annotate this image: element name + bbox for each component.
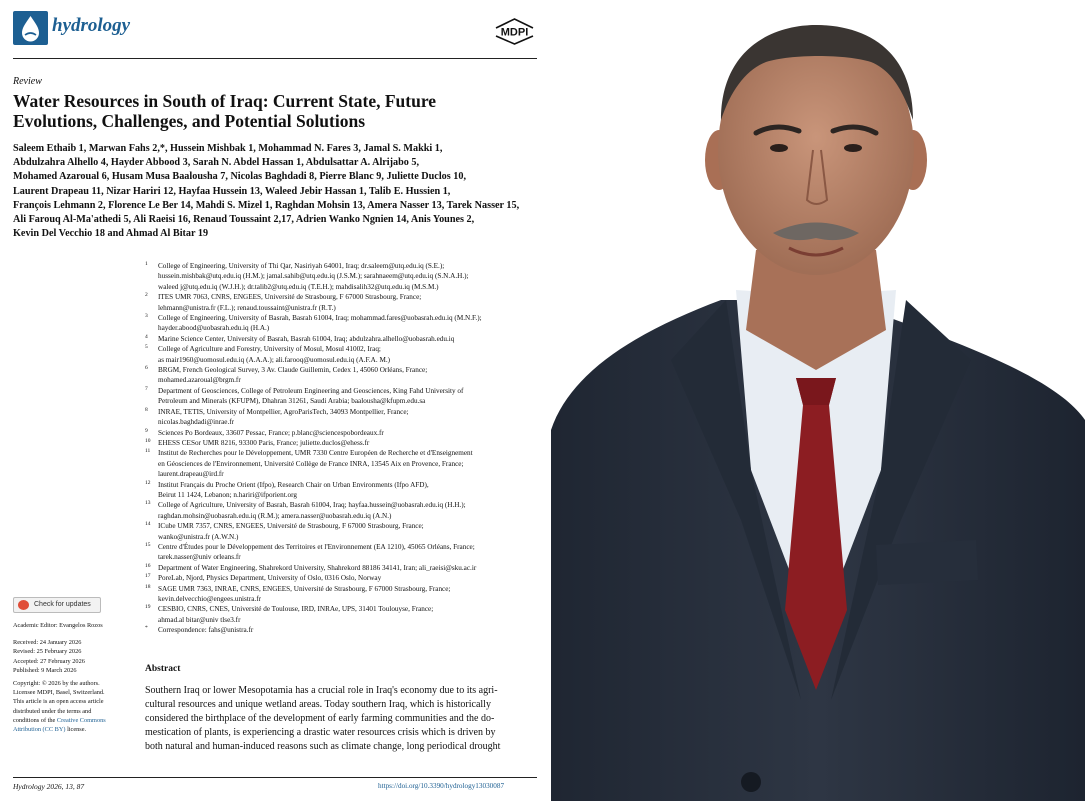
date-published: Published: 9 March 2026 <box>13 666 77 674</box>
article-type: Review <box>13 76 42 87</box>
affiliation-number: 4 <box>145 333 148 340</box>
license-line: Licensee MDPI, Basel, Switzerland. <box>13 689 105 697</box>
affiliation-number: 9 <box>145 427 148 434</box>
author-line: François Lehmann 2, Florence Le Ber 14, Mahdi S. Mizel 1, Raghdan Mohsin 13, Amera Nasser 13, Tarek Nasser 15, <box>13 199 520 211</box>
license-line <box>13 725 131 734</box>
author-line: Ali Farouq Al-Ma'athedi 5, Ali Raeisi 16, Renaud Toussaint 2,17, Adrien Wanko Ngnien 14, Anis Younes 2, <box>13 214 475 226</box>
affiliation-line: Sciences Po Bordeaux, 33607 Pessac, France; p.blanc@sciencespobordeaux.fr <box>158 428 384 437</box>
affiliation-line: Beirut 11 1424, Lebanon; n.hariri@ifporient.org <box>158 490 297 499</box>
author-line: Abdulzahra Alhello 4, Hayder Abbood 3, Sarah N. Abdel Hassan 1, Abdulsattar A. Alrijabo 5, <box>13 157 420 169</box>
right-eye <box>844 144 862 152</box>
check-updates-label: Check for updates <box>34 601 91 608</box>
affiliation-number: 16 <box>145 562 151 569</box>
affiliation-line: College of Agriculture and Forestry, University of Mosul, Mosul 41002, Iraq; <box>158 345 381 354</box>
affiliation-number: 2 <box>145 292 148 299</box>
header-divider <box>13 58 537 59</box>
affiliation-line: laurent.drapeau@ird.fr <box>158 470 224 479</box>
affiliation-item <box>145 386 545 407</box>
affiliation-number: 14 <box>145 521 151 528</box>
affiliation-item <box>145 521 545 542</box>
water-drop-icon <box>13 11 48 45</box>
affiliation-number: 8 <box>145 406 148 413</box>
cc-license-link[interactable]: Creative Commons <box>56 716 106 724</box>
breast-pocket <box>876 540 978 585</box>
cc-license-link[interactable]: Attribution (CC BY) <box>13 726 66 734</box>
affiliation-line: College of Agriculture, University of Basrah, Basrah 61004, Iraq; hayfaa.hussein@uobasrah.edu.iq (H.H.); <box>158 501 466 510</box>
affiliation-item <box>145 448 545 479</box>
affiliation-line: mohamed.azaroual@brgm.fr <box>158 376 241 385</box>
affiliation-number: 7 <box>145 385 148 392</box>
affiliation-number: 1 <box>145 261 148 267</box>
affiliation-item <box>145 292 545 313</box>
article-title <box>13 91 537 131</box>
author-list <box>13 142 541 241</box>
affiliation-number: 11 <box>145 448 151 455</box>
affiliation-line: ICube UMR 7357, CNRS, ENGEES, Université de Strasbourg, F 67000 Strasbourg, France; <box>158 522 424 531</box>
affiliation-item <box>145 604 545 625</box>
check-updates-icon <box>18 600 29 610</box>
affiliation-item <box>145 573 545 583</box>
affiliation-line: nicolas.baghdadi@inrae.fr <box>158 418 235 427</box>
left-eye <box>770 144 788 152</box>
footer-divider <box>13 777 537 778</box>
affiliation-line: BRGM, French Geological Survey, 3 Av. Claude Guillemin, Cedex 1, 45060 Orléans, France; <box>158 366 428 375</box>
license-tail: license. <box>67 726 87 734</box>
doi-link[interactable]: https://doi.org/10.3390/hydrology13030087 <box>378 782 505 790</box>
affiliation-line: en Géosciences de l'Environnement, Université Collège de France INRA, 13545 Aix en Provence, France; <box>158 459 464 468</box>
portrait-photo <box>551 0 1085 801</box>
affiliation-item <box>145 365 545 386</box>
affiliation-list <box>145 261 545 636</box>
affiliation-item <box>145 563 545 573</box>
affiliation-item <box>145 407 545 428</box>
affiliation-number: 17 <box>145 573 151 580</box>
affiliation-number: 13 <box>145 500 151 507</box>
abstract-line: both natural and human-induced reasons such as climate change, long periodical drought <box>145 741 501 752</box>
abstract-text <box>145 684 541 754</box>
affiliation-number: * <box>145 625 148 632</box>
title-line: Evolutions, Challenges, and Potential Solutions <box>13 111 366 131</box>
affiliation-line: hussein.mishbak@utq.edu.iq (H.M.); jamal.sahib@utq.edu.iq (J.S.M.); sarahnaeem@utq.edu.iq (S.N.A.H.); <box>158 272 469 281</box>
footer-citation: Hydrology 2026, 13, 87 <box>13 782 85 791</box>
abstract-heading: Abstract <box>145 664 181 674</box>
license-line: distributed under the terms and <box>13 707 92 715</box>
check-for-updates-button[interactable] <box>13 597 101 613</box>
abstract-line: mestication of plants, is experiencing a drastic water resources crisis which is driven by <box>145 727 496 738</box>
affiliation-number: 18 <box>145 583 151 590</box>
license-line <box>13 716 131 725</box>
affiliation-item <box>145 500 545 521</box>
affiliation-line: as mair1960@uomosul.edu.iq (A.A.A.); ali.farooq@uomosul.edu.iq (A.F.A. M.) <box>158 355 391 364</box>
journal-name: hydrology <box>52 15 131 36</box>
affiliation-item <box>145 584 545 605</box>
abstract-line: considered the birthplace of the development of early farming communities and the do- <box>145 713 495 724</box>
affiliation-line: PoreLab, Njord, Physics Department, University of Oslo, 0316 Oslo, Norway <box>158 574 382 583</box>
affiliation-item <box>145 334 545 344</box>
affiliation-line: wanko@unistra.fr (A.W.N.) <box>158 532 239 541</box>
affiliation-line: ahmad.al bitar@univ tlse3.fr <box>158 615 241 624</box>
affiliation-line: College of Engineering, University of Basrah, Basrah 61004, Iraq; mohammad.fares@uobasrah.edu.iq (M.N.F.); <box>158 314 482 323</box>
affiliation-item <box>145 625 545 635</box>
author-line: Mohamed Azaroual 6, Husam Musa Baalousha 7, Nicolas Baghdadi 8, Pierre Blanc 9, Juliette Duclos 10, <box>13 171 466 183</box>
affiliation-number: 19 <box>145 604 151 611</box>
license-line: Copyright: © 2026 by the authors. <box>13 680 100 688</box>
affiliation-line: INRAE, TETIS, University of Montpellier, AgroParisTech, 34093 Montpellier, France; <box>158 407 409 416</box>
affiliation-line: Petroleum and Minerals (KFUPM), Dhahran 31261, Saudi Arabia; baalousha@kfupm.edu.sa <box>158 397 426 406</box>
portrait-illustration <box>551 0 1085 801</box>
date-received: Received: 24 January 2026 <box>13 639 82 647</box>
academic-editor: Academic Editor: Evangelos Rozos <box>13 622 103 629</box>
date-revised: Revised: 25 February 2026 <box>13 648 82 656</box>
affiliation-item <box>145 542 545 563</box>
affiliation-number: 6 <box>145 365 148 372</box>
affiliation-line: Correspondence: fahs@unistra.fr <box>158 626 254 635</box>
mdpi-logo-text: MDPI <box>500 26 529 39</box>
affiliation-item <box>145 428 545 438</box>
affiliation-number: 5 <box>145 344 148 351</box>
affiliation-line: raghdan.mohsin@uobasrah.edu.iq (R.M.); amera.nasser@uobasrah.edu.iq (A.N.) <box>158 511 392 520</box>
abstract-line: Southern Iraq or lower Mesopotamia has a crucial role in Iraq's economy due to its agri- <box>145 685 498 696</box>
affiliation-number: 10 <box>145 437 151 444</box>
affiliation-item <box>145 344 545 365</box>
affiliation-line: Centre d'Études pour le Développement des Territoires et l'Environnement (EA 1210), 45065 Orléans, France; <box>158 542 475 551</box>
mdpi-logo <box>492 16 537 46</box>
affiliation-number: 3 <box>145 313 148 320</box>
journal-logo-icon <box>13 11 48 45</box>
affiliation-item <box>145 313 545 334</box>
author-line: Kevin Del Vecchio 18 and Ahmad Al Bitar 19 <box>13 228 209 240</box>
affiliation-item <box>145 480 545 501</box>
affiliation-line: EHESS CESor UMR 8216, 93300 Paris, France; juliette.duclos@ehess.fr <box>158 438 370 447</box>
affiliation-item <box>145 438 545 448</box>
article-info-sidebar <box>13 621 131 734</box>
affiliation-line: College of Engineering, University of Thi Qar, Nasiriyah 64001, Iraq; dr.saleem@utq.edu.iq (S.E.); <box>158 262 445 270</box>
author-line: Laurent Drapeau 11, Nizar Hariri 12, Hayfaa Hussein 13, Waleed Jebir Hassan 1, Talib E. Hussien 1, <box>13 185 451 197</box>
affiliation-line: hayder.abood@uobasrah.edu.iq (H.A.) <box>158 324 270 333</box>
affiliation-line: Institut Français du Proche Orient (Ifpo), Research Chair on Urban Environments (Ifpo AFD), <box>158 480 429 489</box>
affiliation-line: Institut de Recherches pour le Développement, UMR 7330 Centre Européen de Recherche et d'Enseignement <box>158 449 473 458</box>
affiliation-number: 15 <box>145 541 151 548</box>
affiliation-number: 12 <box>145 479 151 486</box>
affiliation-line: ITES UMR 7063, CNRS, ENGEES, Université de Strasbourg, F 67000 Strasbourg, France; <box>158 293 422 302</box>
affiliation-line: tarek.nasser@univ orleans.fr <box>158 553 241 562</box>
date-accepted: Accepted: 27 February 2026 <box>13 657 85 665</box>
affiliation-line: kevin.delvecchio@engees.unistra.fr <box>158 595 262 603</box>
title-line: Water Resources in South of Iraq: Current State, Future <box>13 91 437 111</box>
affiliation-line: lehmann@unistra.fr (F.L.); renaud.toussaint@unistra.fr (R.T.) <box>158 303 336 312</box>
affiliation-line: Department of Geosciences, College of Petroleum Engineering and Geosciences, King Fahd University of <box>158 386 464 395</box>
abstract-line: cultural resources and unique wetland areas. Today southern Iraq, which is historically <box>145 699 491 710</box>
affiliation-line: Marine Science Center, University of Basrah, Basrah 61004, Iraq; abdulzahra.alhello@uobasrah.edu.iq <box>158 334 455 343</box>
jacket-button <box>741 772 761 792</box>
license-line: This article is an open access article <box>13 698 104 706</box>
license-text: conditions of the <box>13 716 56 724</box>
affiliation-line: SAGE UMR 7363, INRAE, CNRS, ENGEES, Université de Strasbourg, F 67000 Strasbourg, France; <box>158 584 451 593</box>
affiliation-item <box>145 261 545 292</box>
affiliation-line: waleed j@utq.edu.iq (W.J.H.); dr.talib2@utq.edu.iq (T.E.H.); mahdisalih32@utq.edu.iq (M.S.M.) <box>158 282 439 291</box>
affiliation-line: Department of Water Engineering, Shahrekord University, Shahrekord 88186 34141, Iran; ali_raeisi@sku.ac.ir <box>158 563 477 572</box>
author-line: Saleem Ethaib 1, Marwan Fahs 2,*, Hussein Mishbak 1, Mohammad N. Fares 3, Jamal S. Makki 1, <box>13 143 443 154</box>
affiliation-line: CESBIO, CNRS, CNES, Université de Toulouse, IRD, INRAe, UPS, 31401 Toulouyse, France; <box>158 605 434 614</box>
